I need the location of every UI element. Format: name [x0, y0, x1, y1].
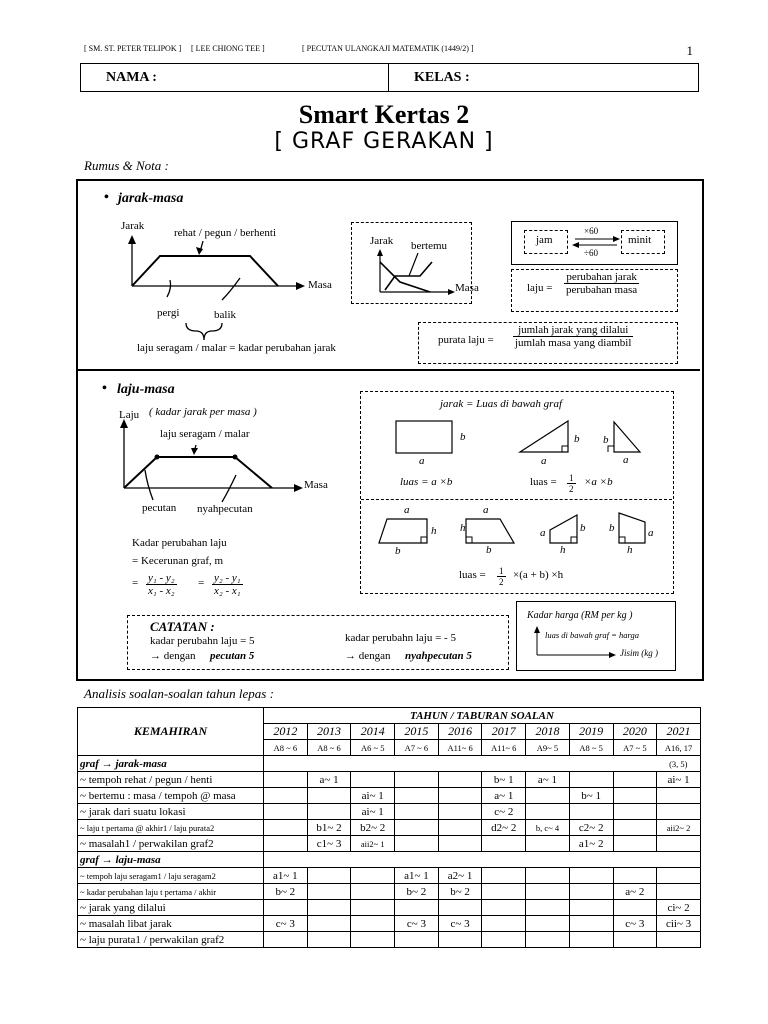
table-cell: c~ 3: [395, 916, 439, 932]
vt-decel-label: nyahpecutan: [197, 503, 253, 515]
table-cell: [613, 868, 657, 884]
table-row: [78, 884, 701, 900]
table-row: [78, 900, 701, 916]
table-cell: a~ 1: [526, 772, 570, 788]
table-cell: [264, 772, 308, 788]
table-cell: [526, 804, 570, 820]
table-cell: [351, 916, 395, 932]
table-cell: [526, 900, 570, 916]
rate-den-1: x₁ - x₂: [148, 585, 175, 597]
table-cell: [657, 788, 701, 804]
trap2-h-label: h: [460, 522, 466, 534]
table-cell: [264, 804, 308, 820]
group-spacer: [307, 852, 351, 868]
table-cell: [395, 836, 439, 852]
note-heading: CATATAN :: [150, 619, 215, 634]
table-cell: b2~ 2: [351, 820, 395, 836]
year-cell: 2018: [526, 724, 570, 740]
group-spacer: [264, 852, 308, 868]
paper-cell: A11~ 6: [438, 740, 482, 756]
paper-label: [ PECUTAN ULANGKAJI MATEMATIK (1449/2) ]: [302, 44, 474, 53]
year-header: TAHUN / TABURAN SOALAN: [264, 708, 701, 724]
table-cell: [438, 932, 482, 948]
year-cell: 2015: [395, 724, 439, 740]
skill-cell: ~ masalah libat jarak: [78, 916, 264, 932]
dt-return-label: balik: [214, 309, 236, 321]
year-cell: 2019: [569, 724, 613, 740]
rate-line1: Kadar perubahan laju: [132, 537, 227, 549]
group-spacer: [613, 756, 657, 772]
table-cell: aii2~ 2: [657, 820, 701, 836]
table-cell: [613, 772, 657, 788]
teacher-label: [ LEE CHIONG TEE ]: [191, 44, 265, 53]
note-pos-rate: kadar perubahn laju = 5: [150, 635, 255, 647]
table-cell: [351, 900, 395, 916]
paper-cell: A7 ~ 5: [613, 740, 657, 756]
rate-eq2: =: [198, 577, 205, 589]
year-cell: 2021: [657, 724, 701, 740]
note-neg-rate: kadar perubahn laju = - 5: [345, 632, 456, 644]
group-spacer: [307, 756, 351, 772]
table-cell: ci~ 2: [657, 900, 701, 916]
note-pos-with: → dengan: [150, 650, 196, 662]
skill-cell: ~ kadar perubahan laju t pertama / akhir: [78, 884, 264, 900]
tri-area-suffix: ×a ×b: [584, 476, 613, 488]
table-row: [78, 836, 701, 852]
meet-label: bertemu: [411, 240, 448, 252]
trap3-h-label: h: [560, 544, 566, 556]
table-cell: a2~ 1: [438, 868, 482, 884]
table-cell: [613, 900, 657, 916]
school-label: [ SM. ST. PETER TELIPOK ]: [84, 44, 182, 53]
paper-cell: A8 ~ 5: [569, 740, 613, 756]
speed-formula-fraction: [564, 271, 639, 296]
table-cell: [657, 884, 701, 900]
tri2-a-label: a: [623, 454, 629, 466]
table-cell: [351, 884, 395, 900]
table-cell: [438, 836, 482, 852]
trap2-a-label: a: [483, 504, 489, 516]
table-cell: [526, 788, 570, 804]
table-cell: [569, 916, 613, 932]
year-cell: 2012: [264, 724, 308, 740]
class-label: KELAS :: [414, 70, 470, 85]
table-cell: b~ 2: [264, 884, 308, 900]
group-spacer: [395, 852, 439, 868]
skill-cell: ~ jarak dari suatu lokasi: [78, 804, 264, 820]
page-subtitle: [ GRAF GERAKAN ]: [274, 129, 494, 154]
vt-y-note: ( kadar jarak per masa ): [149, 406, 257, 418]
group-spacer: [569, 756, 613, 772]
vt-x-label: Masa: [304, 479, 328, 491]
meet-x-label: Masa: [455, 282, 479, 294]
table-header-row: [78, 708, 701, 724]
times-60-label: ×60: [584, 226, 599, 236]
table-cell: [438, 820, 482, 836]
table-cell: [264, 932, 308, 948]
table-cell: [395, 900, 439, 916]
hour-label: jam: [536, 234, 553, 246]
rect-b-label: b: [460, 431, 466, 443]
table-cell: c~ 3: [613, 916, 657, 932]
speed-formula-den: perubahan masa: [566, 284, 638, 296]
trap-half-num: 1: [499, 566, 504, 576]
table-cell: [264, 900, 308, 916]
trap-half: [497, 566, 506, 587]
table-row: [78, 916, 701, 932]
table-cell: [569, 804, 613, 820]
dt-x-label: Masa: [308, 279, 332, 291]
average-speed-fraction: [513, 324, 633, 349]
table-cell: [307, 900, 351, 916]
tri-half-den: 2: [569, 484, 574, 494]
skill-cell: ~ masalah1 / perwakilan graf2: [78, 836, 264, 852]
paper-cell: A8 ~ 6: [264, 740, 308, 756]
table-cell: [569, 900, 613, 916]
table-cell: [351, 772, 395, 788]
table-cell: [482, 900, 526, 916]
rate-num-1: y₁ - y₂: [148, 572, 175, 584]
page-number: 1: [686, 43, 693, 58]
group-extra: (3, 5): [657, 756, 701, 772]
tri-a-label: a: [541, 455, 547, 467]
table-cell: [526, 884, 570, 900]
trap1-h-label: h: [431, 525, 437, 537]
table-cell: [613, 788, 657, 804]
table-cell: ai~ 1: [351, 804, 395, 820]
group-extra: [657, 852, 701, 868]
table-cell: [482, 916, 526, 932]
area-box-title: jarak = Luas di bawah graf: [440, 398, 563, 410]
year-cell: 2017: [482, 724, 526, 740]
table-cell: [657, 868, 701, 884]
rect-area-formula: luas = a ×b: [400, 476, 453, 488]
table-cell: [438, 788, 482, 804]
average-speed-lhs: purata laju =: [438, 334, 494, 346]
table-cell: ai~ 1: [351, 788, 395, 804]
table-cell: a1~ 2: [569, 836, 613, 852]
analysis-label: Analisis soalan-soalan tahun lepas :: [84, 686, 274, 701]
rect-a-label: a: [419, 455, 425, 467]
table-cell: [613, 820, 657, 836]
group-spacer: [526, 852, 570, 868]
table-row: [78, 772, 701, 788]
divide-60-label: ÷60: [584, 248, 598, 258]
skill-cell: ~ tempoh laju seragam1 / laju seragam2: [78, 868, 264, 884]
table-cell: [482, 836, 526, 852]
trap-area-prefix: luas =: [459, 569, 486, 581]
trap3-a-label: a: [540, 527, 546, 539]
table-cell: [264, 820, 308, 836]
table-cell: a1~ 1: [395, 868, 439, 884]
trap4-a-label: a: [648, 527, 654, 539]
trap-area-suffix: ×(a + b) ×h: [513, 569, 564, 581]
table-cell: [438, 900, 482, 916]
group-spacer: [438, 852, 482, 868]
table-cell: [526, 916, 570, 932]
table-cell: [526, 868, 570, 884]
average-speed-den: jumlah masa yang diambil: [515, 337, 632, 349]
notes-label: Rumus & Nota :: [84, 158, 169, 173]
section1-heading: jarak-masa: [118, 191, 184, 206]
table-cell: [613, 836, 657, 852]
average-speed-num: jumlah jarak yang dilalui: [513, 324, 633, 337]
note-neg-word: nyahpecutan 5: [405, 650, 472, 662]
year-cell: 2016: [438, 724, 482, 740]
skill-cell: ~ tempoh rehat / pegun / henti: [78, 772, 264, 788]
table-row: [78, 788, 701, 804]
skill-cell: ~ jarak yang dilalui: [78, 900, 264, 916]
tri2-b-label: b: [603, 434, 609, 446]
table-cell: b, c~ 4: [526, 820, 570, 836]
table-cell: [569, 772, 613, 788]
table-cell: d2~ 2: [482, 820, 526, 836]
table-cell: [613, 804, 657, 820]
trap4-b-label: b: [609, 522, 615, 534]
table-cell: c~ 3: [438, 916, 482, 932]
group-row: [78, 756, 701, 772]
meet-y-label: Jarak: [370, 235, 394, 247]
paper-cell: A8 ~ 6: [307, 740, 351, 756]
table-row: [78, 820, 701, 836]
table-cell: [438, 804, 482, 820]
table-cell: [569, 932, 613, 948]
price-box-area: luas di bawah graf = harga: [545, 630, 639, 640]
table-cell: [482, 868, 526, 884]
table-cell: aii2~ 1: [351, 836, 395, 852]
name-label: NAMA :: [106, 70, 157, 85]
trap2-b-label: b: [486, 544, 492, 556]
paper-cell: A6 ~ 5: [351, 740, 395, 756]
group-spacer: [569, 852, 613, 868]
skill-header: KEMAHIRAN: [78, 708, 264, 756]
paper-cell: A7 ~ 6: [395, 740, 439, 756]
table-cell: [526, 836, 570, 852]
group-spacer: [482, 852, 526, 868]
group-spacer: [351, 852, 395, 868]
paper-cell: A16, 17: [657, 740, 701, 756]
paper-cell: A9~ 5: [526, 740, 570, 756]
table-cell: b~ 2: [395, 884, 439, 900]
note-pos-word: pecutan 5: [210, 650, 255, 662]
group-spacer: [351, 756, 395, 772]
group-spacer: [482, 756, 526, 772]
table-cell: c1~ 3: [307, 836, 351, 852]
trap-half-den: 2: [499, 577, 504, 587]
tri-area-prefix: luas =: [530, 476, 557, 488]
table-cell: a~ 1: [307, 772, 351, 788]
dt-rest-label: rehat / pegun / berhenti: [174, 227, 277, 239]
section2-heading: laju-masa: [117, 382, 175, 397]
table-cell: [482, 884, 526, 900]
year-cell: 2013: [307, 724, 351, 740]
tri-half-num: 1: [569, 473, 574, 483]
rate-den-2: x₂ - x₁: [214, 585, 241, 597]
vt-uniform-label: laju seragam / malar: [160, 428, 250, 440]
group-spacer: [526, 756, 570, 772]
year-cell: 2014: [351, 724, 395, 740]
group-title: graf → laju-masa: [78, 852, 264, 868]
table-cell: [482, 932, 526, 948]
table-cell: b~ 2: [438, 884, 482, 900]
trap4-h-label: h: [627, 544, 633, 556]
table-cell: [395, 932, 439, 948]
table-cell: [307, 884, 351, 900]
skill-cell: ~ laju t pertama @ akhir1 / laju purata2: [78, 820, 264, 836]
table-cell: [569, 884, 613, 900]
trap3-b-label: b: [580, 522, 586, 534]
rate-fraction-1: [146, 572, 177, 597]
area-box-divider: [361, 499, 672, 500]
table-cell: [264, 788, 308, 804]
speed-formula-lhs: laju =: [527, 282, 553, 294]
table-cell: [657, 836, 701, 852]
table-cell: b~ 1: [569, 788, 613, 804]
table-cell: [351, 932, 395, 948]
table-cell: [351, 868, 395, 884]
table-cell: [395, 804, 439, 820]
table-cell: c~ 2: [482, 804, 526, 820]
group-spacer: [264, 756, 308, 772]
area-formula-box: [360, 391, 674, 594]
page-title: Smart Kertas 2: [298, 100, 470, 129]
table-cell: cii~ 3: [657, 916, 701, 932]
skill-cell: ~ laju purata1 / perwakilan graf2: [78, 932, 264, 948]
table-row: [78, 868, 701, 884]
table-cell: [569, 868, 613, 884]
trap1-b-label: b: [395, 545, 401, 557]
skill-cell: ~ bertemu : masa / tempoh @ masa: [78, 788, 264, 804]
table-cell: a1~ 1: [264, 868, 308, 884]
tri-b-label: b: [574, 433, 580, 445]
table-cell: [395, 820, 439, 836]
table-cell: [657, 804, 701, 820]
uniform-speed-note: laju seragam / malar = kadar perubahan jarak: [137, 342, 336, 354]
rate-num-2: y₂ - y₁: [214, 572, 241, 584]
rate-eq1: =: [132, 577, 139, 589]
analysis-table: [77, 707, 701, 948]
section1-bullet: •: [104, 190, 109, 205]
group-title: graf → jarak-masa: [78, 756, 264, 772]
year-cell: 2020: [613, 724, 657, 740]
table-cell: ai~ 1: [657, 772, 701, 788]
group-spacer: [613, 852, 657, 868]
table-cell: [307, 868, 351, 884]
table-cell: [307, 788, 351, 804]
vt-accel-label: pecutan: [142, 502, 177, 514]
table-cell: c~ 3: [264, 916, 308, 932]
table-cell: [613, 932, 657, 948]
rate-fraction-2: [212, 572, 243, 597]
table-row: [78, 804, 701, 820]
rate-line2: = Kecerunan graf, m: [132, 555, 224, 567]
table-cell: c2~ 2: [569, 820, 613, 836]
tri-half: [567, 473, 576, 494]
dt-go-label: pergi: [157, 307, 180, 319]
minute-label: minit: [628, 234, 652, 246]
table-cell: b1~ 2: [307, 820, 351, 836]
table-cell: [395, 772, 439, 788]
vt-y-label: Laju: [119, 409, 140, 421]
group-spacer: [438, 756, 482, 772]
price-box-title: Kadar harga (RM per kg ): [527, 610, 633, 621]
group-spacer: [395, 756, 439, 772]
table-cell: b~ 1: [482, 772, 526, 788]
group-row: [78, 852, 701, 868]
table-cell: a~ 2: [613, 884, 657, 900]
table-cell: [657, 932, 701, 948]
table-row: [78, 932, 701, 948]
table-cell: [395, 788, 439, 804]
table-cell: [264, 836, 308, 852]
table-cell: [526, 932, 570, 948]
paper-cell: A11~ 6: [482, 740, 526, 756]
speed-formula-num: perubahan jarak: [564, 271, 639, 284]
table-cell: [438, 772, 482, 788]
table-cell: [307, 916, 351, 932]
table-cell: [307, 804, 351, 820]
price-box-x-label: Jisim (kg ): [620, 648, 658, 658]
table-cell: a~ 1: [482, 788, 526, 804]
table-cell: [307, 932, 351, 948]
dt-y-label: Jarak: [121, 220, 145, 232]
section2-bullet: •: [102, 381, 107, 396]
note-neg-with: → dengan: [345, 650, 391, 662]
trap1-a-label: a: [404, 504, 410, 516]
